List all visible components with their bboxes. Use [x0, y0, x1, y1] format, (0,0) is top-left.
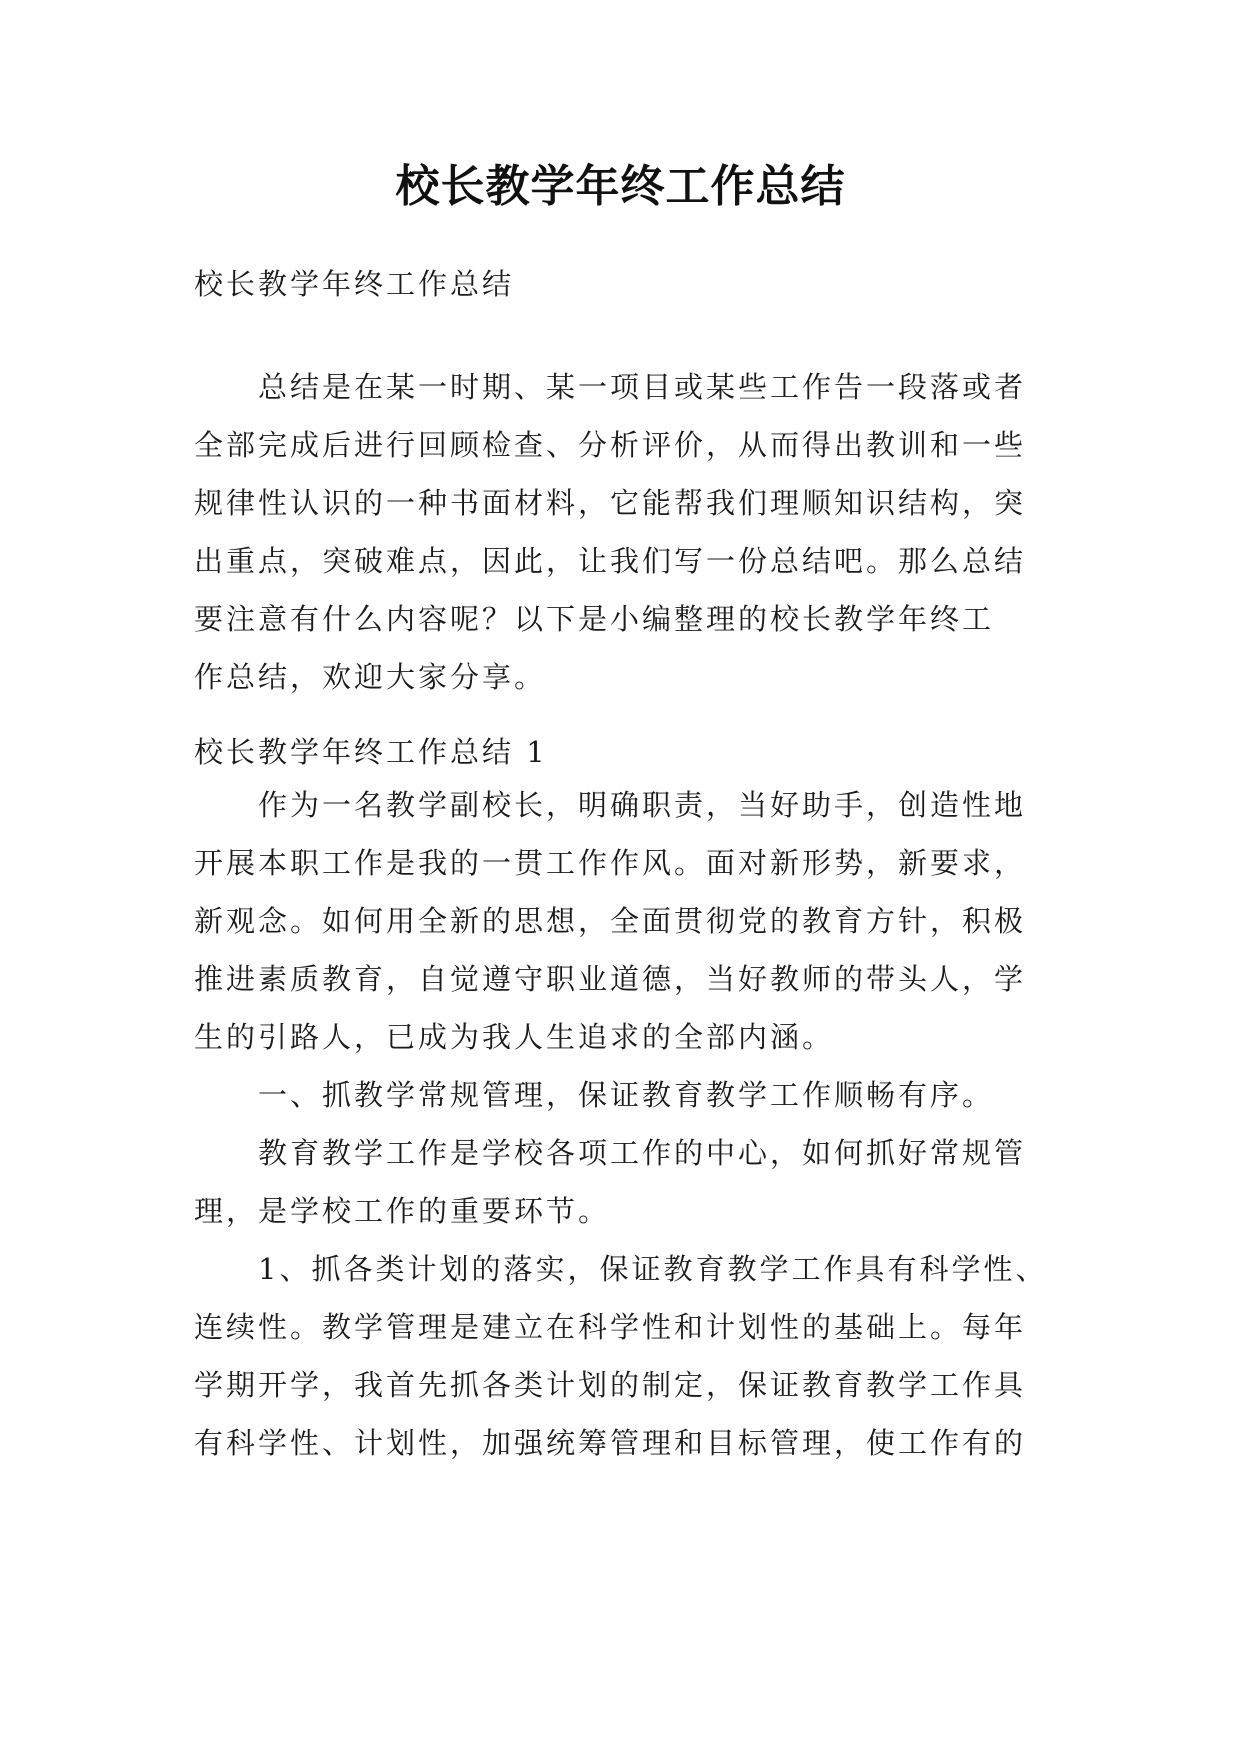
text-line: 教育教学工作是学校各项工作的中心，如何抓好常规管: [194, 1136, 1027, 1170]
intro-paragraph: [194, 358, 1074, 706]
text-line: 规律性认识的一种书面材料，它能帮我们理顺知识结构，突: [194, 486, 1027, 520]
subtitle-text: 校长教学年终工作总结: [194, 267, 515, 301]
text-line: 一、抓教学常规管理，保证教育教学工作顺畅有序。: [194, 1078, 995, 1112]
text-line: 出重点，突破难点，因此，让我们写一份总结吧。那么总结: [194, 544, 1027, 578]
text-line: 新观念。如何用全新的思想，全面贯彻党的教育方针，积极: [194, 904, 1027, 938]
text-line: 有科学性、计划性，加强统筹管理和目标管理，使工作有的: [194, 1426, 1027, 1460]
text-line: 开展本职工作是我的一贯工作作风。面对新形势，新要求，: [194, 846, 1027, 880]
text-line: 作为一名教学副校长，明确职责，当好助手，创造性地: [194, 788, 1027, 822]
text-line: 生的引路人，已成为我人生追求的全部内涵。: [194, 1020, 835, 1054]
document-title: 校长教学年终工作总结: [395, 161, 846, 212]
text-line: 推进素质教育，自觉遵守职业道德，当好教师的带头人，学: [194, 962, 1027, 996]
text-line: 全部完成后进行回顾检查、分析评价，从而得出教训和一些: [194, 428, 1027, 462]
text-line: 总结是在某一时期、某一项目或某些工作告一段落或者: [194, 370, 1027, 404]
text-line: 理，是学校工作的重要环节。: [194, 1194, 611, 1228]
section-body: [194, 776, 1074, 1472]
text-line: 作总结，欢迎大家分享。: [194, 660, 547, 694]
text-line: 要注意有什么内容呢？以下是小编整理的校长教学年终工: [194, 602, 995, 636]
text-line: 连续性。教学管理是建立在科学性和计划性的基础上。每年: [194, 1310, 1027, 1344]
section-heading-text: 校长教学年终工作总结 1: [194, 735, 548, 769]
section-heading: [194, 723, 1074, 781]
document-subtitle: [194, 255, 1074, 313]
text-line: 1、抓各类计划的落实，保证教育教学工作具有科学性、: [194, 1252, 1048, 1286]
text-line: 学期开学，我首先抓各类计划的制定，保证教育教学工作具: [194, 1368, 1027, 1402]
